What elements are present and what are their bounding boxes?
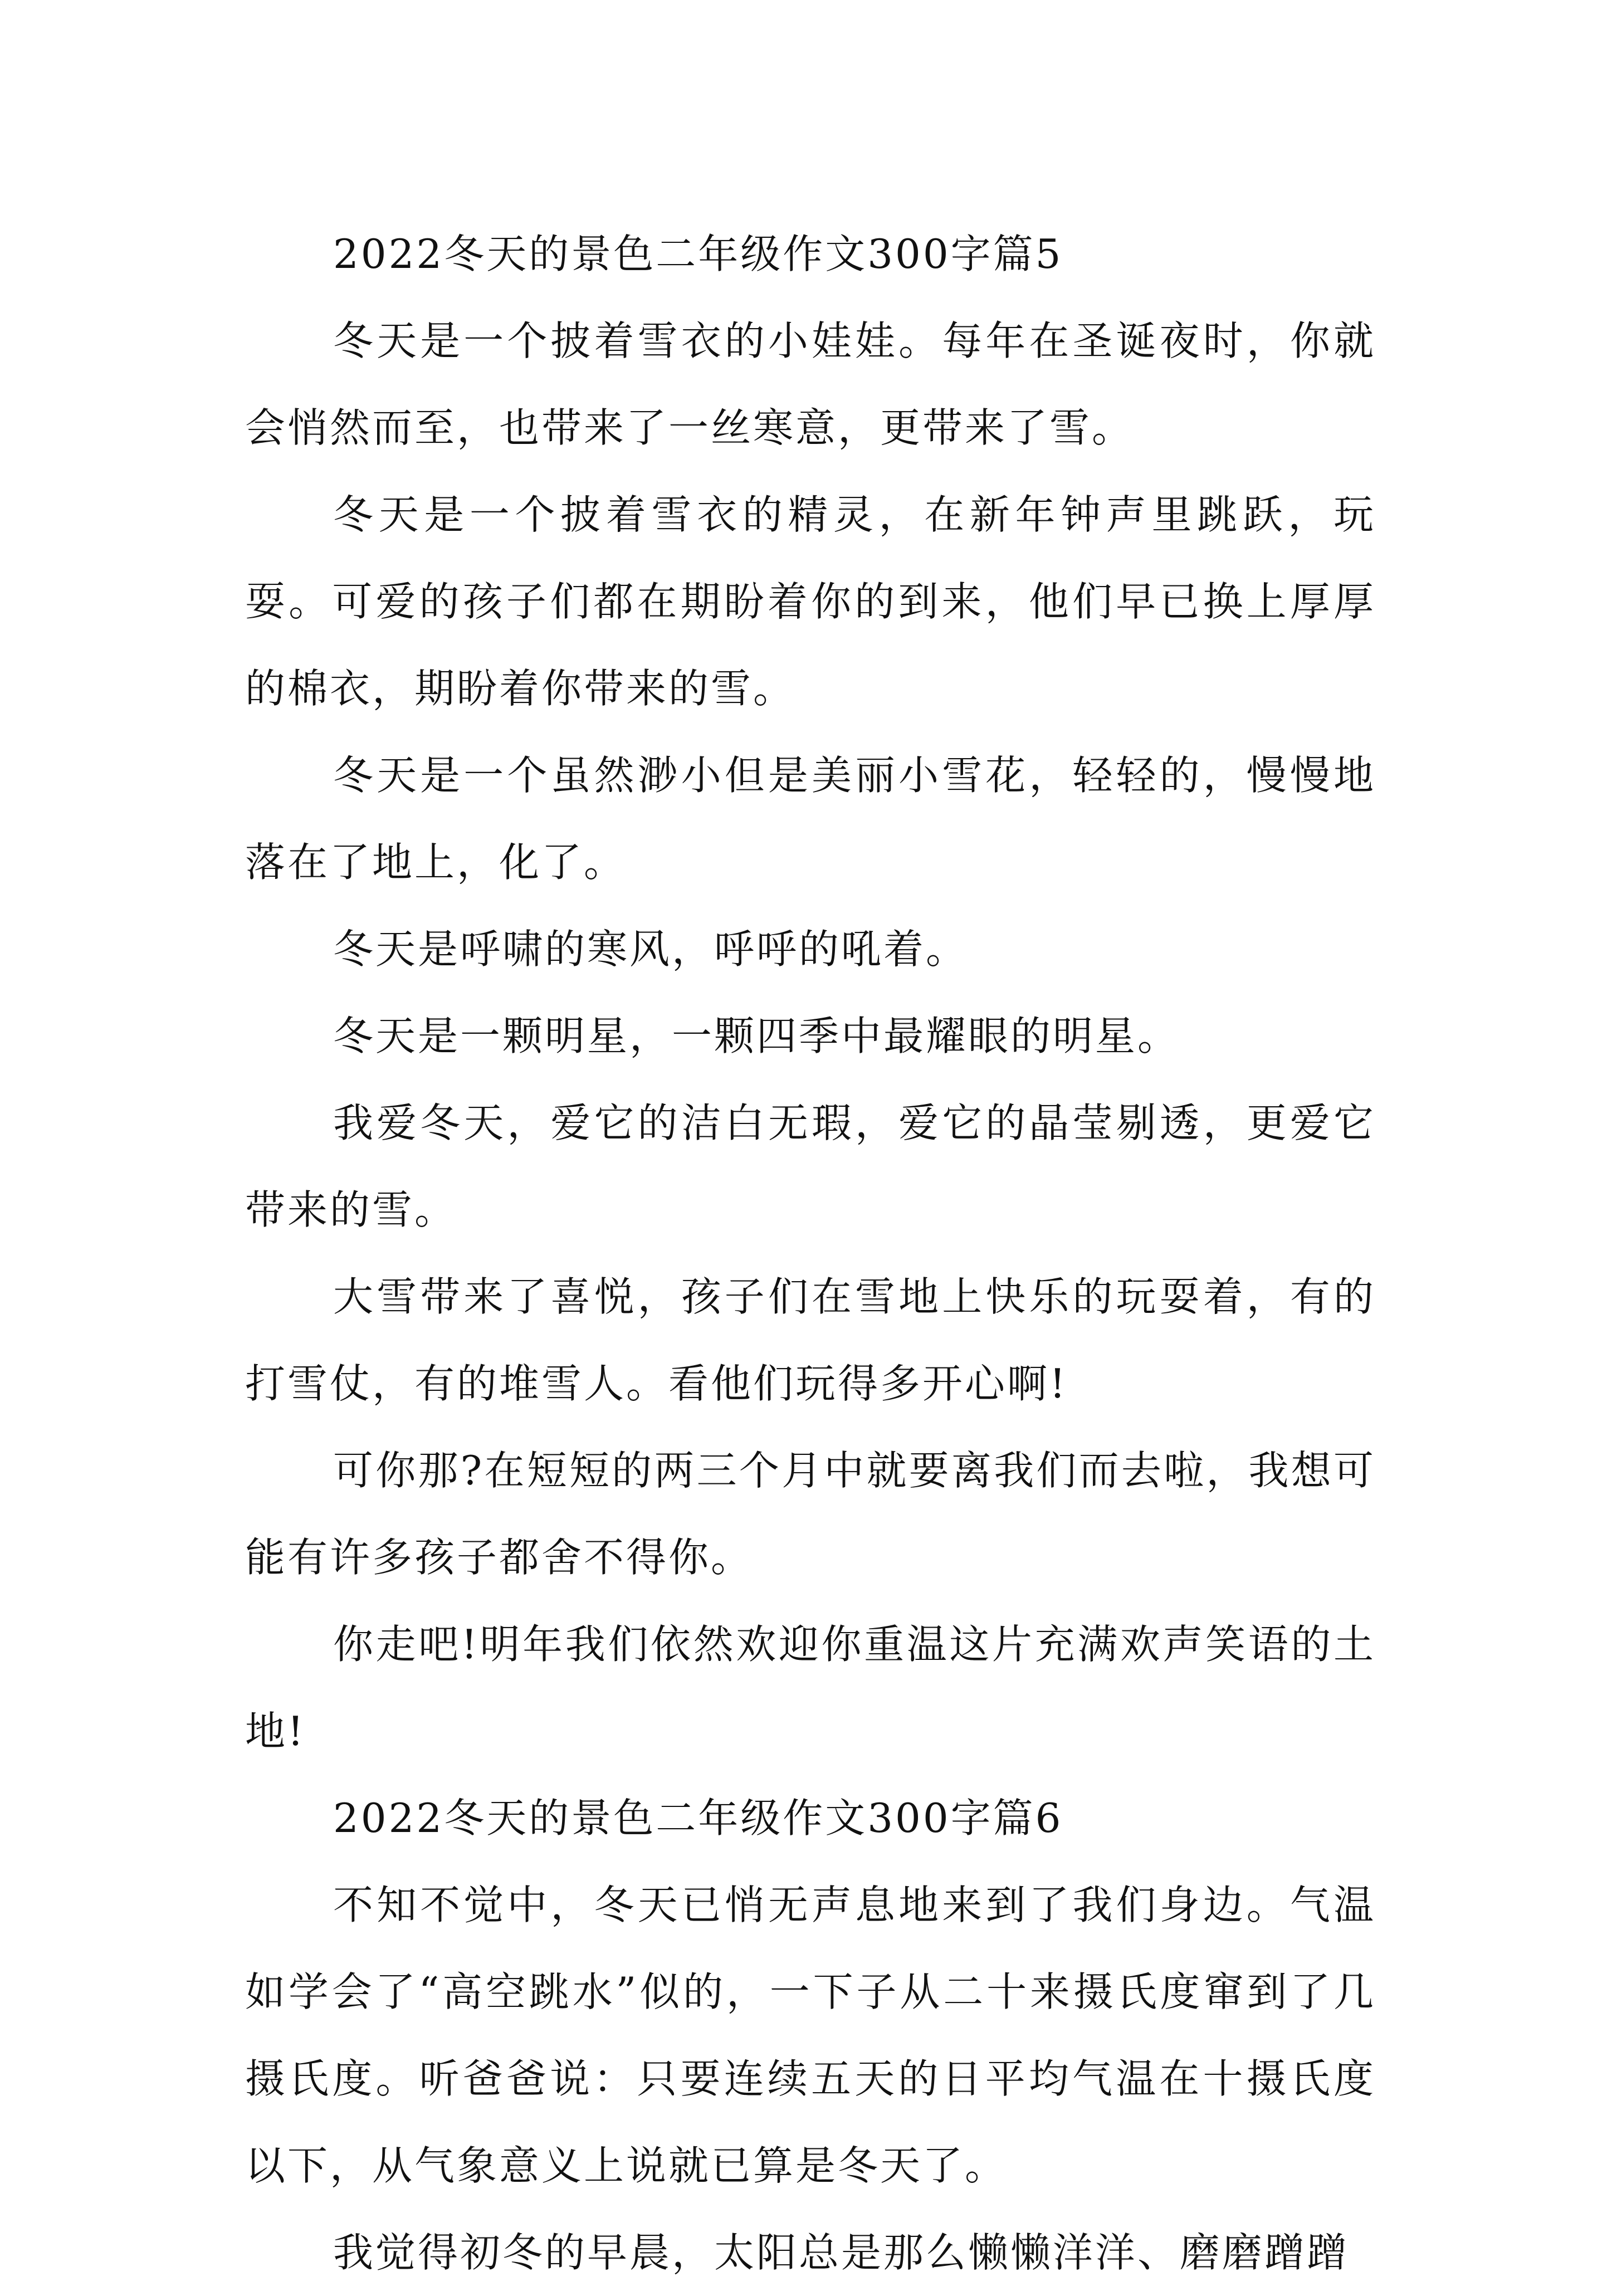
- document-body: [245, 211, 1376, 2296]
- section-heading-5: 2022冬天的景色二年级作文300字篇5: [333, 231, 1063, 277]
- paragraph: 可你那?在短短的两三个月中就要离我们而去啦，我想可能有许多孩子都舍不得你。: [245, 1447, 1376, 1581]
- paragraph: 我爱冬天，爱它的洁白无瑕，爱它的晶莹剔透，更爱它带来的雪。: [245, 1100, 1376, 1233]
- paragraph: 大雪带来了喜悦，孩子们在雪地上快乐的玩耍着，有的打雪仗，有的堆雪人。看他们玩得多开心啊!: [245, 1273, 1376, 1407]
- paragraph: 冬天是一个披着雪衣的小娃娃。每年在圣诞夜时，你就会悄然而至，也带来了一丝寒意，更带来了雪。: [245, 317, 1376, 451]
- paragraph: 冬天是一个披着雪衣的精灵，在新年钟声里跳跃，玩耍。可爱的孩子们都在期盼着你的到来，他们早已换上厚厚的棉衣，期盼着你带来的雪。: [245, 491, 1376, 712]
- paragraph: 你走吧!明年我们依然欢迎你重温这片充满欢声笑语的土地!: [245, 1621, 1376, 1755]
- paragraph: 冬天是一个虽然渺小但是美丽小雪花，轻轻的，慢慢地落在了地上，化了。: [245, 752, 1376, 886]
- paragraph: 不知不觉中，冬天已悄无声息地来到了我们身边。气温如学会了“高空跳水”似的，一下子从二十来摄氏度窜到了几摄氏度。听爸爸说：只要连续五天的日平均气温在十摄氏度以下，从气象意义上说就已算是冬天了。: [245, 1882, 1376, 2189]
- section-heading-6: 2022冬天的景色二年级作文300字篇6: [333, 1795, 1063, 1841]
- paragraph: 冬天是一颗明星，一颗四季中最耀眼的明星。: [333, 1013, 1180, 1059]
- paragraph: 我觉得初冬的早晨，太阳总是那么懒懒洋洋、磨磨蹭蹭: [333, 2229, 1350, 2276]
- paragraph: 冬天是呼啸的寒风，呼呼的吼着。: [333, 926, 969, 973]
